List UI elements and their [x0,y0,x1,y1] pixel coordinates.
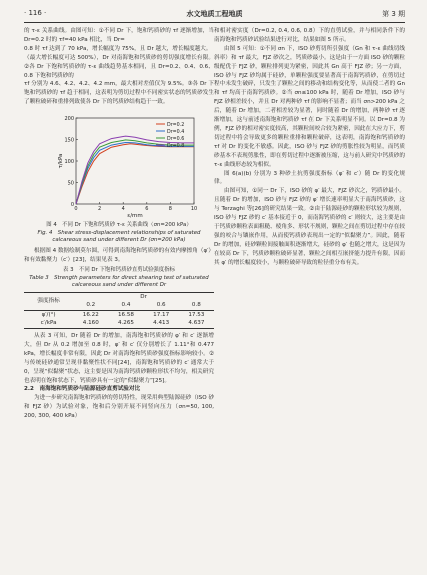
table-cell: c′/kPa [24,319,73,328]
strength-table [24,292,214,329]
paragraph: （最大增长幅度可达 500%），Dr 对南海饱和钙质砂的剪切强度增长有限。②各 Dr 下饱和钙质砂的 τ-ε 曲线趋势基本相同，且 Dr=0.2、0.4、0.6、0.8 下饱和钙质砂的 [24,54,214,79]
y-tick-label: 0 [70,201,74,208]
legend-label: Dr=0.2 [167,122,185,128]
x-tick-label: 4 [121,206,125,213]
series-line [76,140,194,204]
table-col-header: 0.4 [108,301,143,310]
figure-caption-en: Fig. 4 Shear stress-displacement relationships of saturated calcareous sand under different Dr (σn=200 kPa) [37,229,201,244]
paragraph: 根据图 4 数据绘制莫尔圆，可得到南海饱和钙质砂的有效内摩擦角（φ′）和有效黏聚力（c′）[23]，结果见表 3。 [24,247,214,263]
figure-caption-cn: 图 4 不同 Dr 下饱和钙质砂 τ-ε 关系曲线（σn=200 kPa） [46,222,192,229]
right-column [214,27,405,267]
left-column [24,27,214,421]
paragraph: τf 分别为 4.6、4.2、4.2、4.2 mm，最大相对差值仅为 9.5%。③各 Dr 下饱和钙质砂的 τf 趋于相同，这表明为剪切过程中不同密实状态的钙质砂发生了颗粒破碎和重排列致使各 Dr 下的钙质砂结构趋于一致。 [24,81,214,106]
figure-4 [24,110,214,222]
running-header [24,9,405,21]
legend-label: Dr=0.4 [167,129,185,135]
table-col-header: 0.8 [179,301,214,310]
table-cell: 4.160 [73,319,108,328]
table-row [24,319,214,328]
page-number: · 116 · [24,9,47,17]
paragraph: 和相对密实度（Dr=0.2, 0.4, 0.6, 0.8）下的直剪试验，并与相同条件下的南海饱和钙质砂试验结果进行对比，结果如图 5 所示。 [214,28,405,43]
y-tick-label: 100 [64,158,74,165]
table-row [24,310,214,319]
x-tick-label: 8 [168,206,172,213]
table-col-header: 0.6 [144,301,179,310]
table-cell: 17.17 [153,311,170,318]
y-tick-label: 50 [67,180,74,187]
paragraph: 0.8 时 τf 达到了 70 kPa，增长幅度为 75%，且 Dr 越大，增长幅度越大。 [24,45,212,52]
legend-label: Dr=0.8 [167,143,185,149]
shear-stress-chart [24,110,214,222]
table-cell: 16.58 [117,311,134,318]
header-rule [24,22,405,23]
journal-name: 水文地质工程地质 [186,10,243,18]
issue-number: 第 3 期 [382,10,405,18]
table-col-header: 0.2 [73,301,108,310]
table-cell: 4.265 [108,319,143,328]
paragraph: 由图可知，①同一 Dr 下，ISO 砂的 φ′ 最大，FJZ 砂次之，钙质砂最小。且随着 Dr 的增加，ISO 砂与 FJZ 砂的 φ′ 增长速率明显大于南海钙质砂，这与 Terzaghi 等[26]的研究结果一致。②由于陆源硅砂的颗粒形状较为规则，ISO 砂与 FJZ 砂的 c′ 基本接近于 0，而南海钙质砂的 c′ 则较大，这主要是由于钙质砂颗粒表面粗糙、棱角多、形状不规则，颗粒之间在剪切过程中存在较强的咬合与镶嵌作用，从而使钙质砂表现出一定的“似黏聚力”。因此，随着 Dr 的增加，硅砂颗粒间接触面积逐渐增大，硅砂的 φ′ 也随之增大，这是因为在较高 Dr 下，钙质砂颗粒破碎显著，颗粒之间相互嵌挤能力提升有限，因而其 φ′ 的增长幅度较小，与颗粒破碎导致的粒径重分布有关。 [214,188,405,266]
x-tick-label: 6 [145,206,149,213]
x-tick-label: 0 [74,206,78,213]
table-cell: φ′/(°) [41,311,56,318]
table-cell: 16.22 [82,311,99,318]
x-axis-label: ε/mm [127,213,143,220]
paragraph: 从表 3 可知，Dr 随着 Dr 的增加，南海饱和钙质砂的 φ′ 和 c′ 逐渐增大，但 Dr 从 0.2 增加至 0.8 时，φ′ 和 c′ 仅分别增长了 1.11°和 0.477 kPa，增长幅度非常有限，因此 Dr 对南海饱和钙质砂强度指标影响较小。②与传统硅砂通常呈现非黏聚性状不同[24]，南海饱和钙质砂的 c′ 通常大于 0，呈现“似黏聚”状态，这主要是因为南海钙质砂颗粒形状不均匀，相关研究也表明在饱和状态下，钙质砂具有一定的“似黏聚力”[25]。 [24,332,214,384]
table-cell: 4.637 [179,319,214,328]
table-cell: 17.53 [188,311,205,318]
paragraph: 为进一步研究南海饱和钙质砂的剪切特性，现采用典型陆源硅砂（ISO 砂和 FJZ 砂）为试验对象，饱和后分别开展不同竖向压力（σn=50, 100, 200, 300, 400 kPa） [24,395,214,420]
table-header-group: Dr [73,292,214,301]
table-title-cn: 表 3 不同 Dr 下饱和钙质砂直剪试验强度指标 [63,267,175,274]
section-heading: 2.2 南海饱和钙质砂与陆源硅砂直剪试验对比 [24,386,141,393]
table-cell: 4.413 [144,319,179,328]
y-axis-label: τ/kPa [58,153,64,169]
table-title-en: Table 3 Strength parameters for direct shearing test of saturated calcareous sand under different Dr [29,274,209,289]
series-line [76,144,194,204]
y-tick-label: 150 [64,137,74,144]
paragraph: 图 6(a)(b) 分别为 3 种砂土抗剪强度指标（φ′ 和 c′）随 Dr 的变化规律。 [214,170,405,186]
y-tick-label: 200 [64,115,74,122]
x-tick-label: 10 [190,206,198,213]
legend-label: Dr=0.6 [167,136,185,142]
paragraph: 由图 5 可知：①不同 σn 下，ISO 砂剪切所引强度（Gn 和 τ-ε 曲线切线斜率）和 τf 最大，FJZ 砂次之，钙质砂最小。这是由于一方面 ISO 砂的颗粒级配优于 FJZ 砂，颗粒排列更为紧密，因此其 Gn 高于 FJZ 砂；另一方面，ISO 砂与 FJZ 砂均属于硅砂，单颗粒强度要显著高于南海钙质砂，在剪切过程中未发生破碎，只发生了颗粒之间的移动和结构变化等，从而使二者的 Gn 和 τf 均高于南海钙质砂。②当 σn≤100 kPa 时，随着 Dr 增加，ISO 砂与 FJZ 砂相差较小，并且 Dr 对两种砂 τf 的影响不显著；而当 σn>200 kPa 之后，随着 Dr 增加，二者相差较为显著，同时随着 Dr 的增加，两种砂 τf 逐渐增加，这与前述南海饱和钙质砂 τf 在 Dr 下关系明显不同。以 Dr=0.8 为例，FJZ 砂的相对密实度较高，其颗粒间咬合较为紧密，因此在大应力下，剪切过程中将会导致更多的颗粒重排和颗粒破碎，这表明，南海饱和钙质砂的 τf 对 Dr 的变化不敏感。因此，ISO 砂与 FJZ 砂的剪胀性较为明显，而钙质砂基本不表现剪胀性，即在剪切过程中逐渐被压缩，这与前人研究中钙质砂的 τ-ε 曲线形态较为相似。 [214,45,405,168]
x-tick-label: 2 [98,206,102,213]
paragraph: 的 τ-ε 关系曲线。由图可知：①不同 Dr 下，饱和钙质砂的 τf 逐渐增加，当 Dr=0.2 时的 τf=40 kPa 相比，当 Dr= [24,28,214,43]
table-header-left: 强度指标 [24,292,73,310]
